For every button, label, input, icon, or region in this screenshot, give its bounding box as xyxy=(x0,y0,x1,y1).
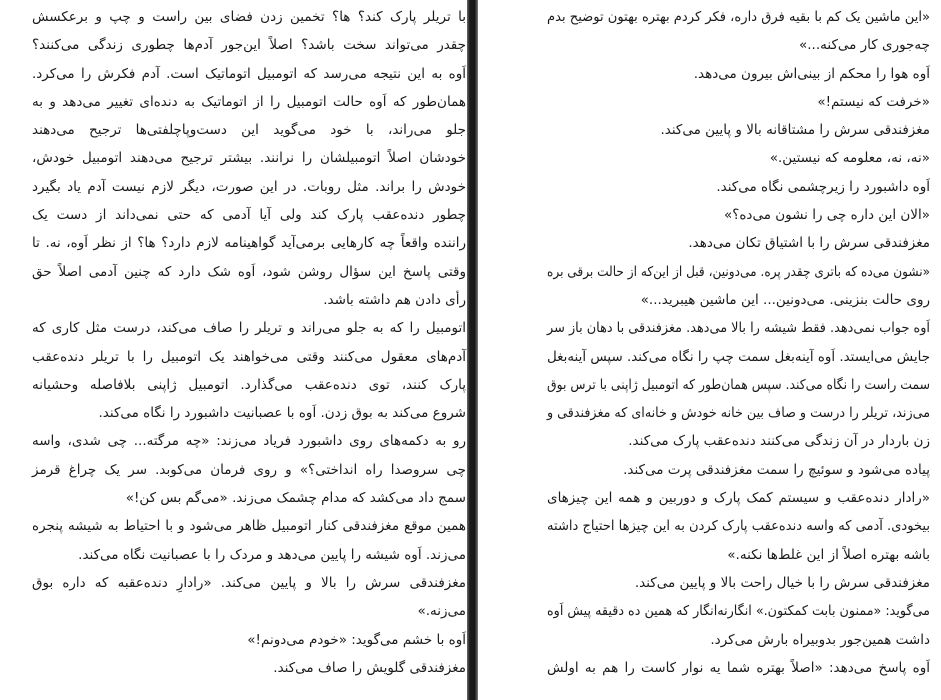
text-line: می‌زند، تریلر را درست و صاف بین خانه خودش و خانه‌ای که مغزفندقی و xyxy=(546,405,930,422)
left-page xyxy=(0,0,467,700)
text-line: سمت راست را نگاه می‌کند. سپس همان‌طور که اتومبیل ژاپنی با ترس بوق xyxy=(547,376,930,393)
text-line: خودش را براند. مثل روبات. در این صورت، دیگر لازم نیست آدم یاد بگیرد xyxy=(32,178,466,195)
text-line: می‌زنه.» xyxy=(417,603,466,620)
book-spine xyxy=(467,0,478,700)
text-line: با تریلر پارک کند؟ ها؟ تخمین زدن فضای بین راست و چپ و برعکسش xyxy=(32,9,466,25)
left-page-text xyxy=(32,3,466,682)
right-page xyxy=(478,0,941,700)
text-line: مغزفندقی سرش را با خیال راحت بالا و پایین می‌کند. xyxy=(634,574,930,591)
text-line: چقدر می‌تواند سخت باشد؟ اصلاً این‌جور آدم‌ها چطوری زندگی می‌کنند؟ xyxy=(32,37,466,54)
text-line: جایش می‌ایستد. اَوه آینه‌بغل سمت چپ را نگاه می‌کند. سپس آینه‌بغل xyxy=(546,348,930,365)
text-line: آدم‌های معقول می‌کنند وقتی می‌خواهند یک اتومبیل را با تریلر دنده‌عقب xyxy=(32,348,466,365)
text-line: «رادار دنده‌عقب و سیستم کمک پارک و دوربین و همه این چیزهای xyxy=(547,490,930,507)
text-line: راننده واقعاً چه کارهایی برمی‌آید گواهینامه لازم دارد؟ ها؟ از نظر اَوه، نه. تا xyxy=(32,235,466,252)
text-line: اَوه با خشم می‌گوید: «خودم می‌دونم!» xyxy=(247,631,466,648)
text-line: اتومبیل را که به جلو می‌راند و تریلر را صاف می‌کند، درست مثل کاری که xyxy=(32,320,466,337)
text-line: همین موقع مغزفندقی کنار اتومبیل ظاهر می‌شود و با احتیاط به شیشه پنجره xyxy=(32,518,466,535)
text-line: چطور دنده‌عقب پارک کند ولی آیا آدمی که حتی نمی‌داند از دست یک xyxy=(32,207,466,224)
text-line: اَوه به این نتیجه می‌رسد که اتومبیل اتوماتیک است. آدم فکرش را می‌کرد. xyxy=(32,65,466,82)
text-line: «نشون می‌ده که باتری چقدر پره. می‌دونین، قبل از این‌که از حالت برقی بره xyxy=(547,263,930,280)
text-line: «خرفت که نیستم!» xyxy=(817,93,930,110)
text-line: «الان این داره چی را نشون می‌ده؟» xyxy=(723,207,930,224)
text-line: داشت همین‌جور بدوبیراه بارش می‌کرد. xyxy=(710,631,930,648)
text-line: شروع می‌کند به بوق زدن. اَوه با عصبانیت داشبورد را نگاه می‌کند. xyxy=(98,405,466,422)
text-line: پارک کنند، توی دنده‌عقب می‌گذارد. اتومبیل ژاپنی بلافاصله وحشیانه xyxy=(32,376,466,393)
text-line: اَوه جواب نمی‌دهد. فقط شیشه را بالا می‌دهد. مغزفندقی با دهان باز سر xyxy=(546,320,930,337)
text-line: همان‌طور که اَوه حالت اتومبیل را از اتوماتیک به دنده‌ای تغییر می‌دهد و به xyxy=(32,93,466,110)
text-line: باشه بهتره اصلاً از این غلط‌ها نکنه.» xyxy=(727,546,930,563)
text-line: روی حالت بنزینی. می‌دونین... این ماشین هیبرید...» xyxy=(640,291,930,308)
text-line: مغزفندقی سرش را مشتاقانه بالا و پایین می‌کند. xyxy=(660,122,930,139)
text-line: اَوه هوا را محکم از بینی‌اش بیرون می‌دهد. xyxy=(693,65,930,82)
text-line: بیخودی. آدمی که واسه دنده‌عقب پارک کردن به این چیزها احتیاج داشته xyxy=(547,518,930,535)
text-line: می‌گوید: «ممنون بابت کمکتون.» انگارنه‌انگار که همین ده دقیقه پیش اَوه xyxy=(546,603,930,620)
text-line: اَوه داشبورد را زیرچشمی نگاه می‌کند. xyxy=(716,178,930,195)
text-line: «نه، نه، معلومه که نیستین.» xyxy=(769,150,930,167)
text-line: وقتی پاسخ این سؤال روشن شود، اَوه شک دارد که چنین آدمی اصلاً حق xyxy=(32,263,466,280)
text-line: مغزفندقی سرش را با اشتیاق تکان می‌دهد. xyxy=(688,235,930,252)
text-line: جلو می‌راند، با خود می‌گوید این دست‌وپاچلفتی‌ها ترجیح می‌دهند xyxy=(32,122,466,139)
text-line: رو به دکمه‌های روی داشبورد فریاد می‌زند: «چه مرگته... چی شدی، واسه xyxy=(32,433,466,450)
text-line: مغزفندقی گلویش را صاف می‌کند. xyxy=(273,659,466,676)
text-line: خودشان اصلاً اتومبیلشان را نرانند. بیشتر ترجیح می‌دهند اتومبیل خودش، xyxy=(32,150,466,167)
text-line: زن باردار در آن زندگی می‌کنند دنده‌عقب پارک می‌کند. xyxy=(628,433,930,450)
text-line: سمج داد می‌کشد که مدام چشمک می‌زند. «می‌گم بس کن!» xyxy=(125,490,466,507)
text-line: پیاده می‌شود و سوئیچ را سمت مغزفندقی پرت می‌کند. xyxy=(623,461,930,478)
right-page-text xyxy=(547,3,930,682)
text-line: چی سروصدا راه انداختی؟» و روی فرمان می‌کوبد. سر یک چراغ قرمز xyxy=(32,461,466,478)
text-line: اَوه پاسخ می‌دهد: «اصلاً بهتره شما یه نوار کاست را هم به اولش xyxy=(547,659,930,676)
text-line: «این ماشین یک کم با بقیه فرق داره، فکر کردم بهتره بهتون توضیح بدم xyxy=(546,9,930,25)
text-line: مغزفندقی سرش را بالا و پایین می‌کند. «رادارِ دنده‌عقبه که داره بوق xyxy=(32,574,466,591)
text-line: چه‌جوری کار می‌کنه...» xyxy=(799,37,930,54)
text-line: می‌زند. اَوه شیشه را پایین می‌دهد و مردک را با عصبانیت نگاه می‌کند. xyxy=(78,546,466,563)
text-line: رأی دادن هم داشته باشد. xyxy=(323,291,466,308)
